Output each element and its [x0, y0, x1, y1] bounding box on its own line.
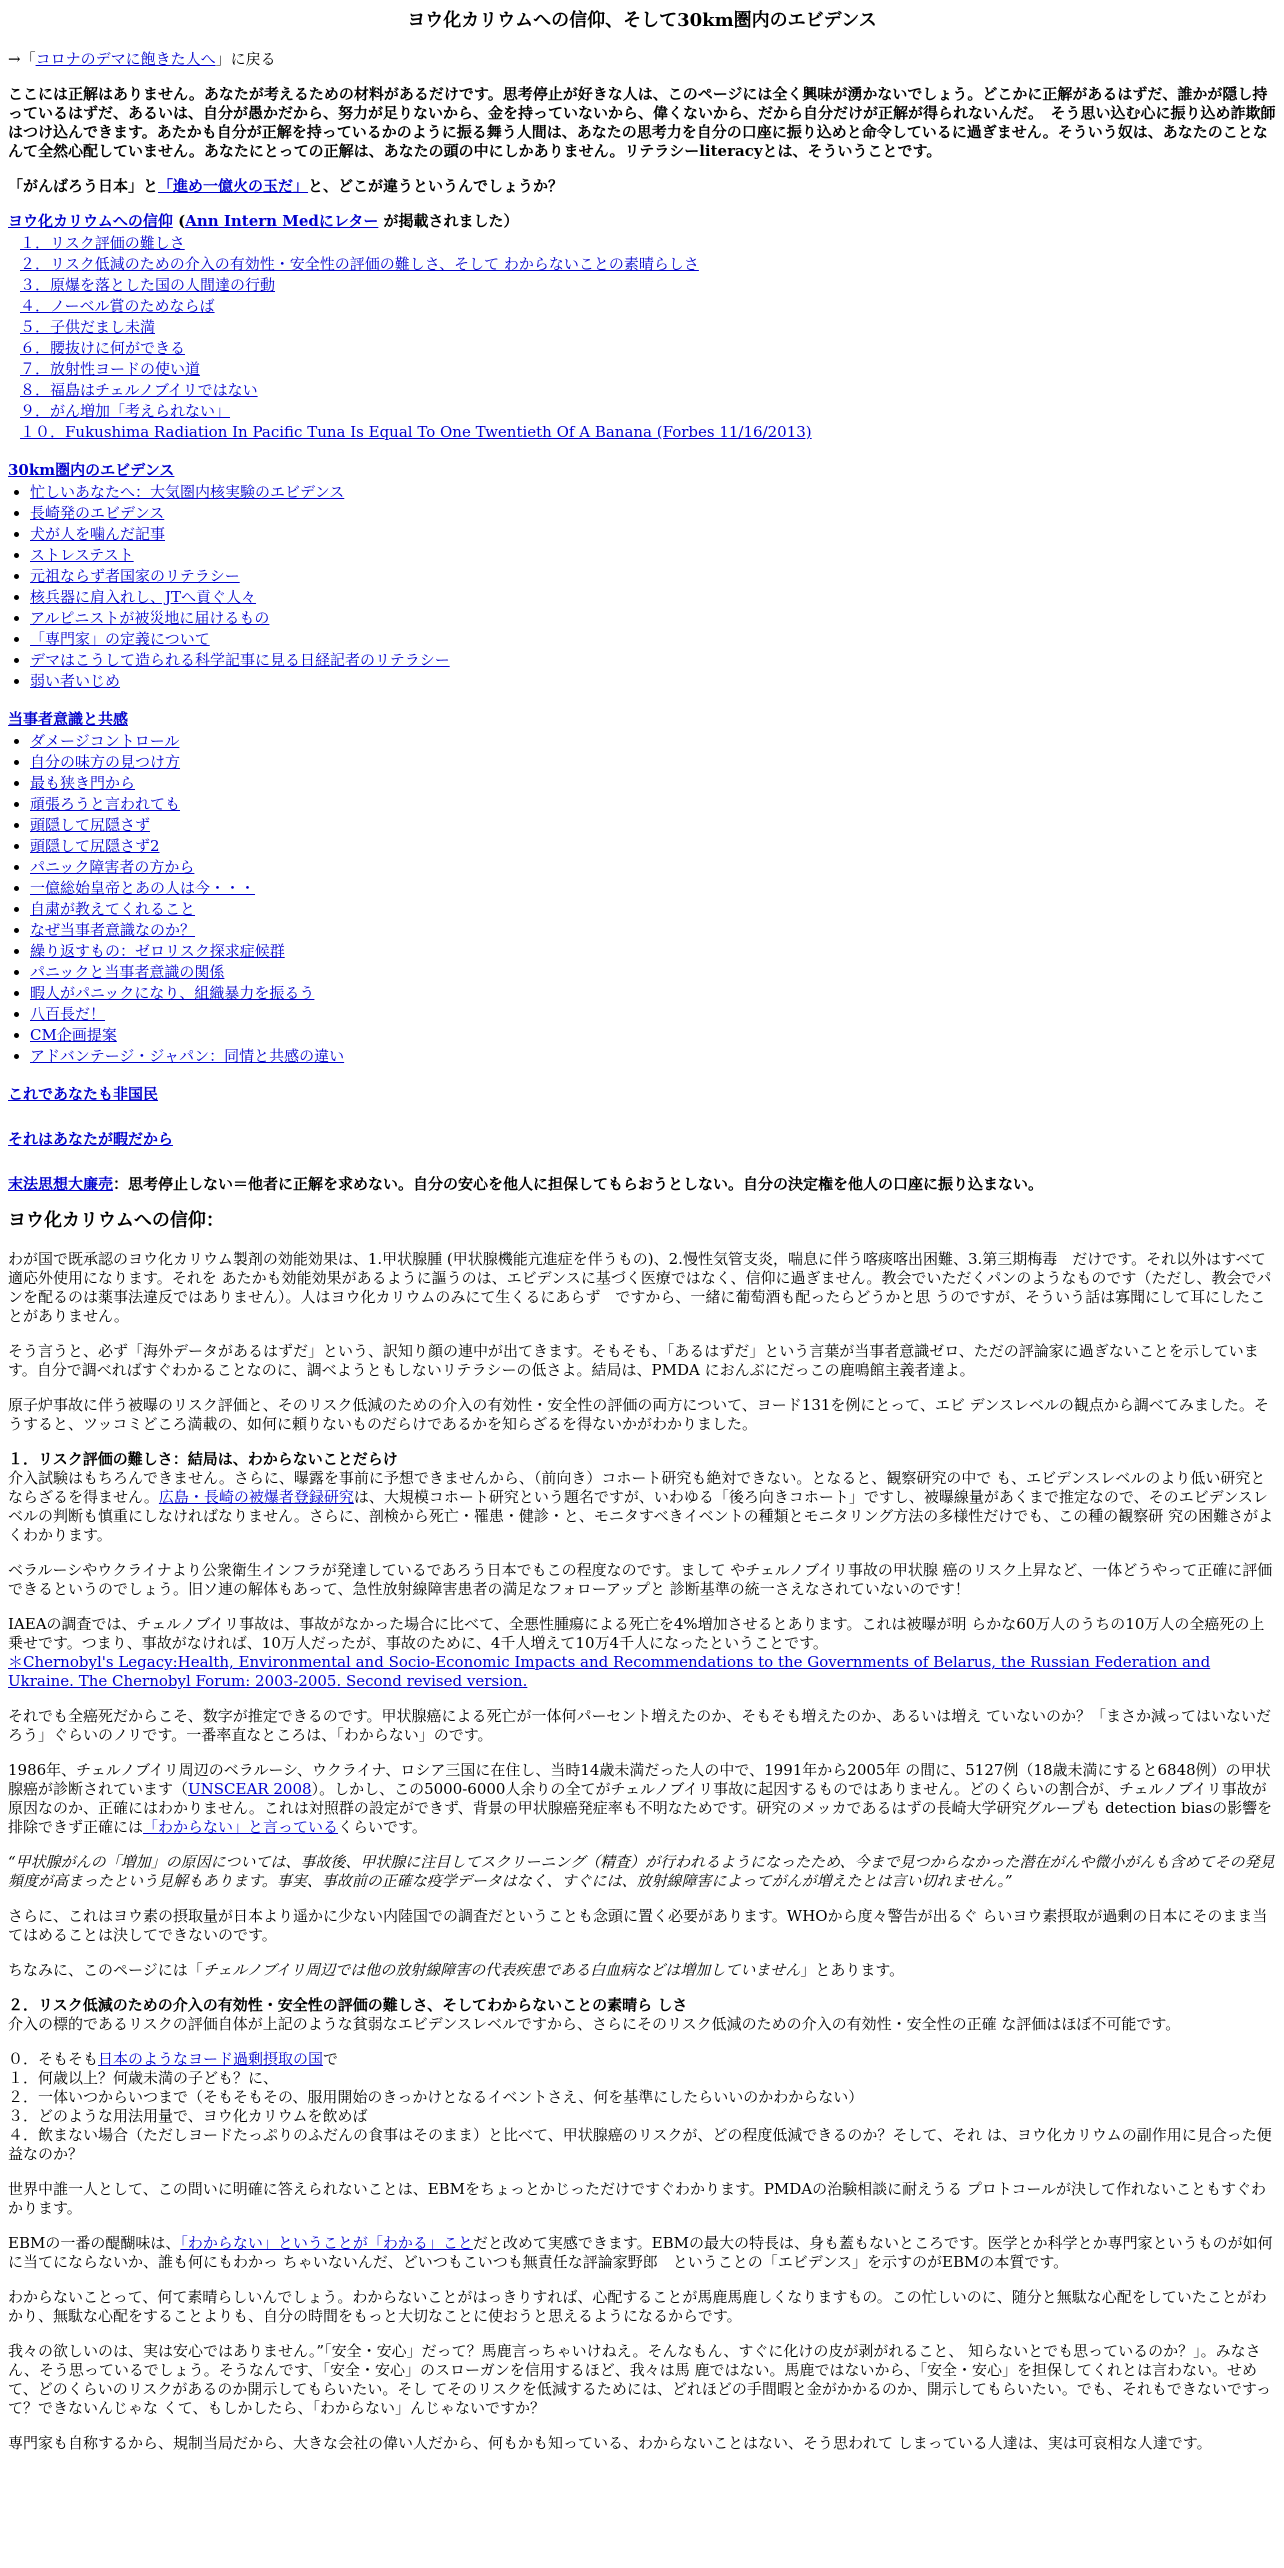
list-link[interactable]: 核兵器に肩入れし、JTへ貢ぐ人々 [30, 588, 257, 606]
list-link[interactable]: なぜ当事者意識なのか？ [30, 921, 196, 939]
section-empathy-heading [8, 710, 1276, 729]
hima-line [8, 1130, 1276, 1149]
list-link[interactable]: CM企画提案 [30, 1026, 117, 1044]
list-link[interactable]: 元祖ならず者国家のリテラシー [30, 567, 240, 585]
mappo-link[interactable]: 末法思想大廉売 [8, 1175, 114, 1193]
list-link[interactable]: パニックと当事者意識の関係 [30, 963, 225, 981]
empathy-list [8, 731, 1276, 1067]
back-link[interactable]: コロナのデマに飽きた人へ [35, 50, 216, 68]
toc-link[interactable]: ５．子供だまし未満 [20, 318, 156, 336]
toc-link[interactable]: ６．腰抜けに何ができる [20, 339, 186, 357]
iodine-toc [8, 233, 1276, 443]
list-link[interactable]: デマはこうして造られる科学記事に見る日経記者のリテラシー [30, 651, 450, 669]
list-link[interactable]: 犬が人を噛んだ記事 [30, 525, 166, 543]
list-link[interactable]: 自分の味方の見つけ方 [30, 753, 181, 771]
page-title: ヨウ化カリウムへの信仰、そして30km圏内のエビデンス [407, 10, 877, 31]
body-paragraph: IAEAの調査では、チェルノブイリ事故は、事故がなかった場合に比べて、全悪性腫瘍による死亡を4%増加させるとあります。これは被曝が明 らかな60万人のうちの10万人の全癌死の上乗せです。つまり、事故がなければ、10万人だったが、事故のために、4千人増えて10万4千人になったということです。 [8, 1615, 1265, 1652]
body-paragraph: 介入の標的であるリスクの評価自体が上記のような貧弱なエビデンスレベルですから、さらにそのリスク低減のための介入の有効性・安全性の正確 な評価はほぼ不可能です。 [8, 2015, 1181, 2033]
quote-paragraph: “甲状腺がんの「増加」の原因については、事故後、甲状腺に注目してスクリーニング（精査）が行われるようになったため、今まで見つからなかった潜在がんや微小がんも含めてその発見頻度が高まったという見解もあります。事実、事故前の正確な疫学データはなく、すぐには、放射線障害によってがんが増えたとは言い切れません。” [8, 1853, 1275, 1890]
body-paragraph: EBMの一番の醍醐味は、「わからない」ということが「わかる」ことだと改めて実感できます。EBMの最大の特長は、身も蓋もないところです。医学とか科学とか専門家というものが如何に当てにならないか、誰も何にもわかっ ちゃいないんだ、どいつもこいつも無責任な評論家野郎 ということの「エビデンス」を示すのがEBMの本質です。 [8, 2234, 1273, 2271]
body-paragraph: 我々の欲しいのは、実は安心ではありません。”「安全・安心」だって？馬鹿言っちゃいけねえ。そんなもん、すぐに化けの皮が剥がれること、 知らないとでも思っているのか？」。みなさん、そう思っているでしょう。そうなんです、「安全・安心」のスローガンを信用するほど、我々は馬 鹿ではない。馬鹿ではないから、「安全・安心」を担保してくれとは言わない。せめて、どのくらいのリスクがあるのか開示してもらいたい。そし てそのリスクを低減するためには、どれほどの手間暇と金がかかるのか、開示してもらいたい。でも、それもできないですって？できないんじゃな くて、もしかしたら、「わからない」んじゃないですか？ [8, 2342, 1271, 2417]
list-link[interactable]: 弱い者いじめ [30, 672, 121, 690]
reference-line [8, 1653, 1276, 1691]
toc-link[interactable]: ４．ノーベル賞のためならば [20, 297, 215, 315]
body-paragraph: わが国で既承認のヨウ化カリウム製剤の効能効果は、1.甲状腺腫 (甲状腺機能亢進症を伴うもの)、2.慢性気管支炎，喘息に伴う喀痰喀出困難、3.第三期梅毒 だけです。それ以外はすべて適応外使用になります。それを あたかも効能効果があるように謳うのは、エビデンスに基づく医療ではなく、信仰に過ぎません。教会でいただくパンのようなものです（ただし、教会でパンを配るのは薬事法違反ではありません）。人はヨウ化カリウムのみにて生くるにあらず ですから、一緒に葡萄酒も配ったらどうかと思 うのですが、そういう話は寡聞にして耳にしたことがありません。 [8, 1250, 1272, 1325]
list-link[interactable]: パニック障害者の方から [30, 858, 195, 876]
list-item: ２．一体いつからいつまで（そもそもその、服用開始のきっかけとなるイベントさえ、何を基準にしたらいいのかわからない） [8, 2088, 864, 2106]
subsection-heading: １．リスク評価の難しさ：結局は、わからないことだらけ [8, 1450, 398, 1468]
body-paragraph: 世界中誰一人として、この問いに明確に答えられないことは、EBMをちょっとかじっただけですぐわかります。PMDAの治験相談に耐えうる プロトコールが決して作れないこともすぐわかります。 [8, 2180, 1267, 2217]
30km-evidence-link[interactable]: 30km圏内のエビデンス [8, 461, 175, 479]
knowing-unknown-link[interactable]: 「わからない」ということが「わかる」こと [180, 2234, 473, 2252]
body-paragraph: ちなみに、このページには「チェルノブイリ周辺では他の放射線障害の代表疾患である白血病などは増加していません」とあります。 [8, 1961, 905, 1979]
list-link[interactable]: 忙しいあなたへ：大気圏内核実験のエビデンス [30, 483, 345, 501]
list-link[interactable]: 繰り返すもの：ゼロリスク探求症候群 [30, 942, 285, 960]
body-paragraph: それでも全癌死だからこそ、数字が推定できるのです。甲状腺癌による死亡が一体何パーセント増えたのか、そもそも増えたのか、あるいは増え ていないのか？「まさか減ってはいないだろう」ぐらいのノリです。一番率直なところは、「わからない」のです。 [8, 1707, 1271, 1744]
hikokumin-line [8, 1085, 1276, 1104]
section-iodine-heading: ヨウ化カリウムへの信仰 (Ann Intern Medにレター が掲載されました） [8, 212, 519, 230]
ann-intern-med-link[interactable]: Ann Intern Medにレター [185, 212, 379, 230]
body-paragraph: 原子炉事故に伴う被曝のリスク評価と、そのリスク低減のための介入の有効性・安全性の評価の両方について、ヨード131を例にとって、エビ デンスレベルの観点から調べてみました。そうすると、ツッコミどころ満載の、如何に頼りないものだらけであるかを知らざるを得ないかがわかりました。 [8, 1396, 1269, 1433]
hima-link[interactable]: それはあなたが暇だから [8, 1130, 174, 1148]
intro-paragraph: ここには正解はありません。あなたが考えるための材料があるだけです。思考停止が好きな人は、このページには全く興味が湧かないでしょう。どこかに正解があるはずだ、誰かが隠し持っているはずだ、あるいは、自分が愚かだから、努力が足りないから、金を持っていないから、偉くないから、だから自分だけが正解が得られないんだ。 そう思い込む心に振り込め詐欺師はつけ込んできます。あたかも自分が正解を持っているかのように振る舞う人間は、あなたの思考力を自分の口座に振り込めと命令しているに過ぎません。そういう奴は、あなたのことなんて全然心配していません。あなたにとっての正解は、あなたの頭の中にしかありません。リテラシーliteracyとは、そういうことです。 [8, 85, 1276, 160]
empathy-link[interactable]: 当事者意識と共感 [8, 710, 129, 728]
body-paragraph: 介入試験はもちろんできません。さらに、曝露を事前に予想できませんから、（前向き）コホート研究も絶対できない。となると、観察研究の中で も、エビデンスレベルのより低い研究とならざるを得ません。広島・長崎の被爆者登録研究は、大規模コホート研究という題名ですが、いわゆる「後ろ向きコホート」ですし、被曝線量があくまで推定なので、そのエビデンスレベルの判断も慎重にしなければなりません。さらに、剖検から死亡・罹患・健診・と、モニタすべきイベントの種類とモニタリング方法の多様性だけでも、この種の観察研 究の困難さがよくわかります。 [8, 1469, 1274, 1544]
toc-link[interactable]: ７．放射性ヨードの使い道 [20, 360, 201, 378]
body-paragraph: ベラルーシやウクライナより公衆衛生インフラが発達しているであろう日本でもこの程度なのです。まして やチェルノブイリ事故の甲状腺 癌のリスク上昇など、一体どうやって正確に評価できるというのでしょう。旧ソ連の解体もあって、急性放射線障害患者の満足なフォローアップと 診断基準の統一さえなされていないのです！ [8, 1561, 1273, 1598]
list-link[interactable]: 一億総始皇帝とあの人は今・・・ [30, 879, 256, 897]
unknown-link[interactable]: 「わからない」と言っている [143, 1818, 339, 1836]
toc-link[interactable]: １０．Fukushima Radiation In Pacific Tuna Is Equal To One Twentieth Of A Banana (Forbes 11/16/2013) [20, 423, 812, 441]
body-paragraph: 専門家も自称するから、規制当局だから、大きな会社の偉い人だから、何もかも知っている、わからないことはない、そう思われて しまっている人達は、実は可哀相な人達です。 [8, 2434, 1212, 2452]
list-link[interactable]: 自粛が教えてくれること [30, 900, 196, 918]
iodine-faith-link[interactable]: ヨウ化カリウムへの信仰 [8, 212, 173, 230]
list-link[interactable]: 頭隠して尻隠さず [30, 816, 151, 834]
list-item: ３．どのような用法用量で、ヨウ化カリウムを飲めば [8, 2107, 368, 2125]
back-line: →「コロナのデマに飽きた人へ」に戻る [8, 50, 276, 68]
motto-line: 末法思想大廉売：思考停止しない＝他者に正解を求めない。自分の安心を他人に担保してもらおうとしない。自分の決定権を他人の口座に振り込まない。 [8, 1175, 1044, 1193]
chernobyl-legacy-link[interactable]: ＊Chernobyl's Legacy:Health, Environmental and Socio-Economic Impacts and Recommendations to the Governments of Belarus, the Russian Federation and Ukraine. The Chernobyl Forum: 2003-2005. Second revised version. [8, 1653, 1211, 1690]
list-link[interactable]: 最も狭き門から [30, 774, 136, 792]
list-link[interactable]: 暇人がパニックになり、組織暴力を振るう [30, 984, 315, 1002]
toc-link[interactable]: ９．がん増加「考えられない」 [20, 402, 231, 420]
toc-link[interactable]: ３．原爆を落とした国の人間達の行動 [20, 276, 276, 294]
body-paragraph: 1986年、チェルノブイリ周辺のベラルーシ、ウクライナ、ロシア三国に在住し、当時14歳未満だった人の中で、1991年から2005年 の間に、5127例（18歳未満にすると6848例）の甲状腺癌が診断されています（UNSCEAR 2008）。しかし、この5000-6000人余りの全てがチェルノブイリ事故に起因するものではありません。どのくらいの割合が、チェルノブイリ事故が原因なのか、正確にはわかりません。これは対照群の設定ができず、背景の甲状腺癌発症率も不明なためです。研究のメッカであるはずの長崎大学研究グループも detection biasの影響を排除できず正確には「わからない」と言っているくらいです。 [8, 1761, 1273, 1836]
list-link[interactable]: 頑張ろうと言われても [30, 795, 181, 813]
body-paragraph: そう言うと、必ず「海外データがあるはずだ」という、訳知り顔の連中が出てきます。そもそも、「あるはずだ」という言葉が当事者意識ゼロ、ただの評論家に過ぎないことを示しています。自分で調べればすぐわかることなのに、調べようともしないリテラシーの低さよ。結局は、PMDA におんぶにだっこの鹿鳴館主義者達よ。 [8, 1342, 1259, 1379]
list-link[interactable]: 八百長だ！ [30, 1005, 106, 1023]
subsection-heading: ２．リスク低減のための介入の有効性・安全性の評価の難しさ、そしてわからないことの素晴ら しさ [8, 1996, 688, 2014]
hibakusha-study-link[interactable]: 広島・長崎の被爆者登録研究 [158, 1488, 354, 1506]
list-item: ０．そもそも日本のようなヨード過剰摂取の国で [8, 2050, 339, 2068]
list-link[interactable]: 頭隠して尻隠さず2 [30, 837, 160, 855]
list-link[interactable]: アルピニストが被災地に届けるもの [30, 609, 270, 627]
list-link[interactable]: ダメージコントロール [30, 732, 180, 750]
unscear-link[interactable]: UNSCEAR 2008 [188, 1780, 312, 1798]
question-line: 「がんばろう日本」と「進め一億火の玉だ」と、どこが違うというんでしょうか？ [8, 177, 564, 195]
toc-link[interactable]: ８．福島はチェルノブイリではない [20, 381, 258, 399]
list-link[interactable]: 長崎発のエビデンス [30, 504, 165, 522]
question-list [8, 2050, 1276, 2164]
list-link[interactable]: ストレステスト [30, 546, 134, 564]
iodine-excess-link[interactable]: 日本のようなヨード過剰摂取の国 [98, 2050, 324, 2068]
fireball-link[interactable]: 「進め一億火の玉だ」 [158, 177, 309, 195]
list-item: １．何歳以上？何歳未満の子ども？に、 [8, 2069, 279, 2087]
list-link[interactable]: アドバンテージ・ジャパン：同情と共感の違い [30, 1047, 345, 1065]
iodine-heading: ヨウ化カリウムへの信仰： [8, 1210, 224, 1231]
hikokumin-link[interactable]: これであなたも非国民 [8, 1085, 159, 1103]
section-30km-heading [8, 461, 1276, 480]
body-paragraph: さらに、これはヨウ素の摂取量が日本より遥かに少ない内陸国での調査だということも念頭に置く必要があります。WHOから度々警告が出るぐ らいヨウ素摂取が過剰の日本にそのまま当てはめることは決してできないのです。 [8, 1907, 1268, 1944]
toc-link[interactable]: １．リスク評価の難しさ [20, 234, 185, 252]
list-item: ４．飲まない場合（ただしヨードたっぷりのふだんの食事はそのまま）と比べて、甲状腺癌のリスクが、どの程度低減できるのか？そして、それ は、ヨウ化カリウムの副作用に見合った便益なのか？ [8, 2126, 1272, 2163]
30km-list [8, 482, 1276, 692]
list-link[interactable]: 「専門家」の定義について [30, 630, 210, 648]
body-paragraph: わからないことって、何て素晴らしいんでしょう。わからないことがはっきりすれば、心配することが馬鹿馬鹿しくなりますもの。この忙しいのに、随分と無駄な心配をしていたことがわかり、無駄な心配をすることよりも、自分の時間をもっと大切なことに使おうと思えるようになるからです。 [8, 2288, 1267, 2325]
toc-link[interactable]: ２．リスク低減のための介入の有効性・安全性の評価の難しさ、そして わからないことの素晴らしさ [20, 255, 699, 273]
